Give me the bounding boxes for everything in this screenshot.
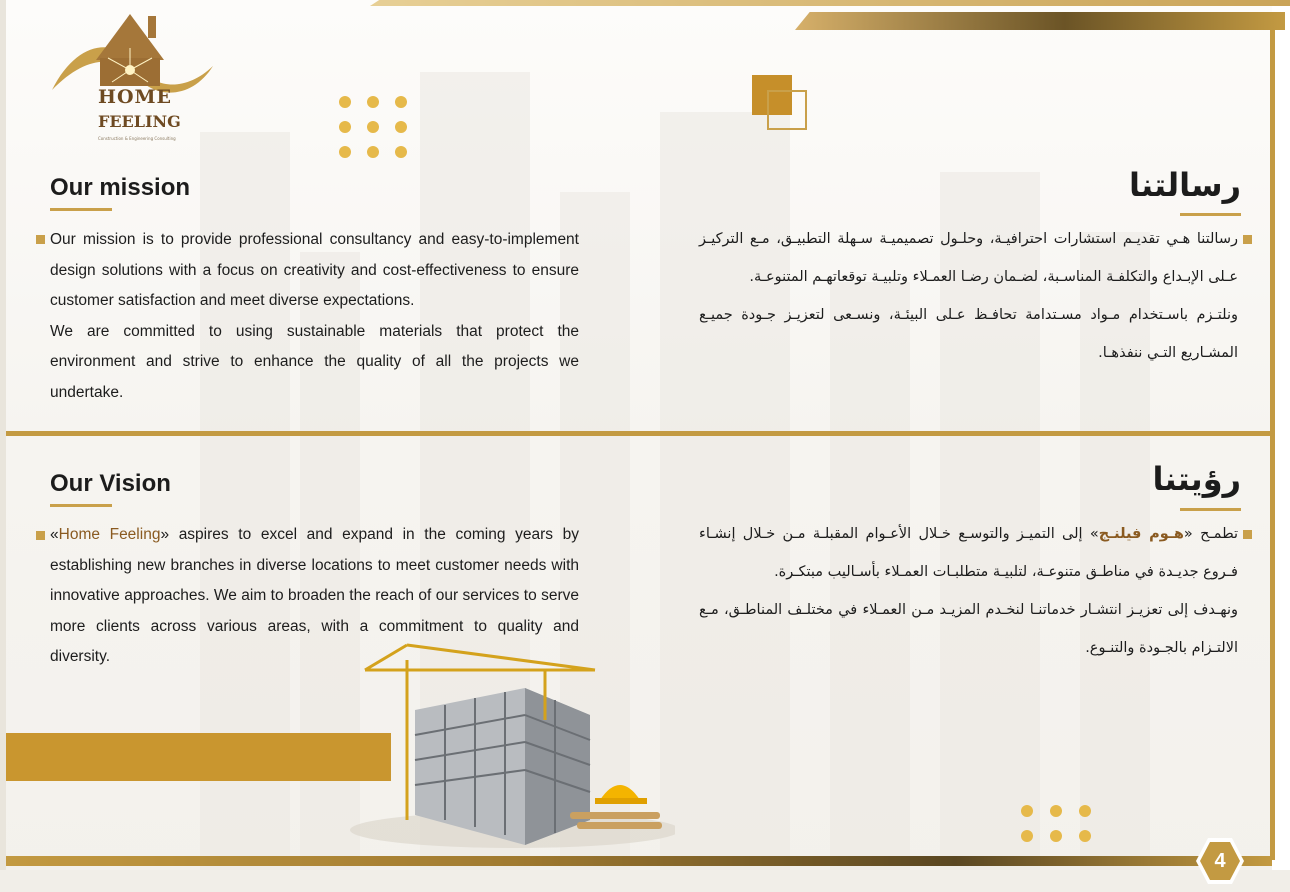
top-gradient-bar — [795, 12, 1285, 30]
mission-title-underline — [50, 208, 112, 211]
logo-tagline: Construction & Engineering Consulting — [98, 136, 176, 141]
vision-title-ar-underline — [1180, 508, 1241, 511]
logo-wordmark-line1: HOME — [98, 86, 173, 108]
bullet-square — [1243, 235, 1252, 244]
mission-text-ar — [699, 220, 1238, 372]
brand-name-en: Home Feeling — [58, 526, 161, 543]
mission-title-ar-underline — [1180, 213, 1241, 216]
bullet-square — [36, 235, 45, 244]
top-accent-bar — [370, 0, 1290, 6]
brand-name-ar: هـوم فيلنـج — [1098, 526, 1184, 542]
vision-title-ar: رؤيتنا — [1152, 460, 1241, 498]
vision-title-en: Our Vision — [50, 470, 171, 497]
vision-ar-paragraph-2: ونهـدف إلى تعزيـز انتشـار خدماتنـا لنخـدم المزيـد مـن العمـلاء في مختلـف المناطـق، مـع الالتـزام بالجـودة والتنـوع. — [699, 602, 1238, 656]
bottom-gradient-bar — [6, 856, 1272, 866]
vision-ar-paragraph-1: تطمـح «هـوم فيلنـج» إلى التميـز والتوسـع خـلال الأعـوام المقبلـة مـن خـلال إنشـاء فـروع جديـدة في مناطـق متنوعـة، لتلبيـة متطلبـات العمـلاء بأسـاليب مبتكـرة. — [699, 526, 1238, 580]
bullet-square — [36, 531, 45, 540]
vision-text-ar — [699, 515, 1238, 667]
bullet-square — [1243, 530, 1252, 539]
bottom-strip — [0, 870, 1290, 892]
vision-paragraph-1: «Home Feeling» aspires to excel and expand in the coming years by establishing new branches in diverse locations to meet customer needs with innovative approaches. We aim to broaden the reach of our services to serve more clients across various areas, with a commitment to quality and diversity. — [50, 526, 579, 665]
vision-title-underline — [50, 504, 112, 507]
logo-wordmark-line2: FEELING — [98, 112, 181, 131]
page-number: 4 — [1214, 850, 1226, 872]
gold-band-decoration — [6, 733, 391, 781]
section-divider — [6, 431, 1272, 436]
mission-text-en — [50, 225, 579, 408]
building-crane-illustration — [345, 640, 675, 850]
right-gold-border — [1270, 30, 1275, 860]
mission-ar-paragraph-2: ونلتـزم باسـتخدام مـواد مسـتدامة تحافـظ عـلى البيئـة، ونسـعى لتعزيـز جـودة جميـع المشـاريع التـي ننفذهـا. — [699, 307, 1238, 361]
dot-grid-decoration — [339, 96, 407, 158]
mission-ar-paragraph-1: رسالتنا هـي تقديـم استشارات احترافيـة، وحلـول تصميميـة سـهلة التطبيـق، مـع التركيـز عـلى الإبـداع والتكلفـة المناسـبة، لضـمان رضـا العمـلاء وتلبيـة توقعاتهـم المتنوعـة. — [699, 231, 1238, 285]
dot-grid-decoration-bottom — [1021, 805, 1091, 842]
mission-paragraph-1: Our mission is to provide professional consultancy and easy-to-implement design solutions with a focus on creativity and cost-effectiveness to ensure customer satisfaction and meet diverse expectations. — [50, 231, 579, 309]
mission-title-en: Our mission — [50, 174, 191, 201]
square-outline-decoration — [767, 90, 807, 130]
mission-title-ar: رسالتنا — [1128, 166, 1241, 204]
mission-paragraph-2: We are committed to using sustainable materials that protect the environment and strive to enhance the quality of all the projects we undertake. — [50, 322, 579, 401]
